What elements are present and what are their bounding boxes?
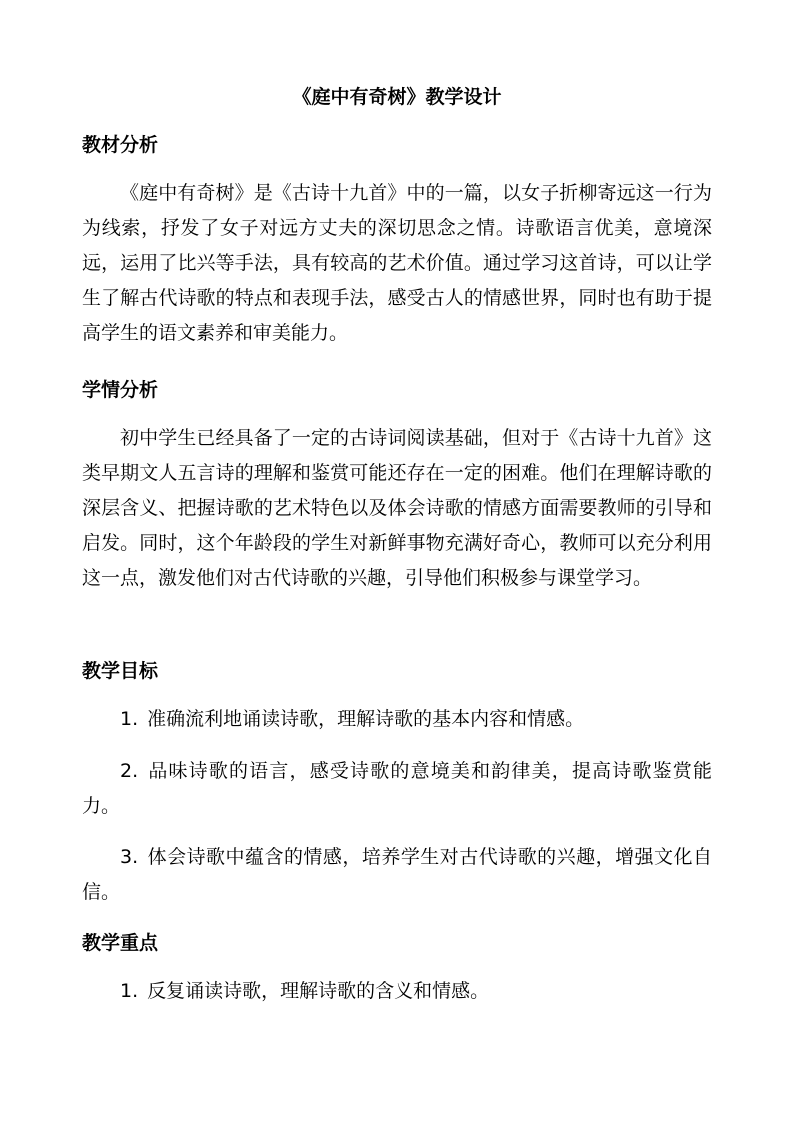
section-heading-teaching-focus: 教学重点 xyxy=(82,932,159,954)
goal-item-number: 3. xyxy=(120,846,139,868)
section-heading-student-analysis: 学情分析 xyxy=(82,379,159,401)
focus-item xyxy=(82,974,712,1009)
section-heading-teaching-goals: 教学目标 xyxy=(82,660,159,682)
section-paragraph-student-analysis: 初中学生已经具备了一定的古诗词阅读基础，但对于《古诗十九首》这类早期文人五言诗的理解和鉴赏可能还存在一定的困难。他们在理解诗歌的深层含义、把握诗歌的艺术特色以及体会诗歌的情感方面需要教师的引导和启发。同时，这个年龄段的学生对新鲜事物充满好奇心，教师可以充分利用这一点，激发他们对古代诗歌的兴趣，引导他们积极参与课堂学习。 xyxy=(82,427,712,589)
document-title: 《庭中有奇树》教学设计 xyxy=(292,86,502,108)
goal-item xyxy=(82,840,712,910)
section-paragraph-textbook-analysis: 《庭中有奇树》是《古诗十九首》中的一篇，以女子折柳寄远这一行为为线索，抒发了女子对远方丈夫的深切思念之情。诗歌语言优美，意境深远，运用了比兴等手法，具有较高的艺术价值。通过学习这首诗，可以让学生了解古代诗歌的特点和表现手法，感受古人的情感世界，同时也有助于提高学生的语文素养和审美能力。 xyxy=(82,182,712,344)
goal-item-number: 2. xyxy=(120,760,139,782)
section-heading-textbook-analysis: 教材分析 xyxy=(82,134,159,156)
goal-item xyxy=(82,702,712,737)
goal-item-text: 品味诗歌的语言，感受诗歌的意境美和韵律美，提高诗歌鉴赏能力。 xyxy=(82,760,712,817)
focus-item-text: 反复诵读诗歌，理解诗歌的含义和情感。 xyxy=(147,980,490,1002)
focus-item-number: 1. xyxy=(120,980,139,1002)
goal-item xyxy=(82,754,712,824)
goal-item-text: 准确流利地诵读诗歌，理解诗歌的基本内容和情感。 xyxy=(147,708,585,730)
goal-item-number: 1. xyxy=(120,708,139,730)
goal-item-text: 体会诗歌中蕴含的情感，培养学生对古代诗歌的兴趣，增强文化自信。 xyxy=(82,846,712,903)
